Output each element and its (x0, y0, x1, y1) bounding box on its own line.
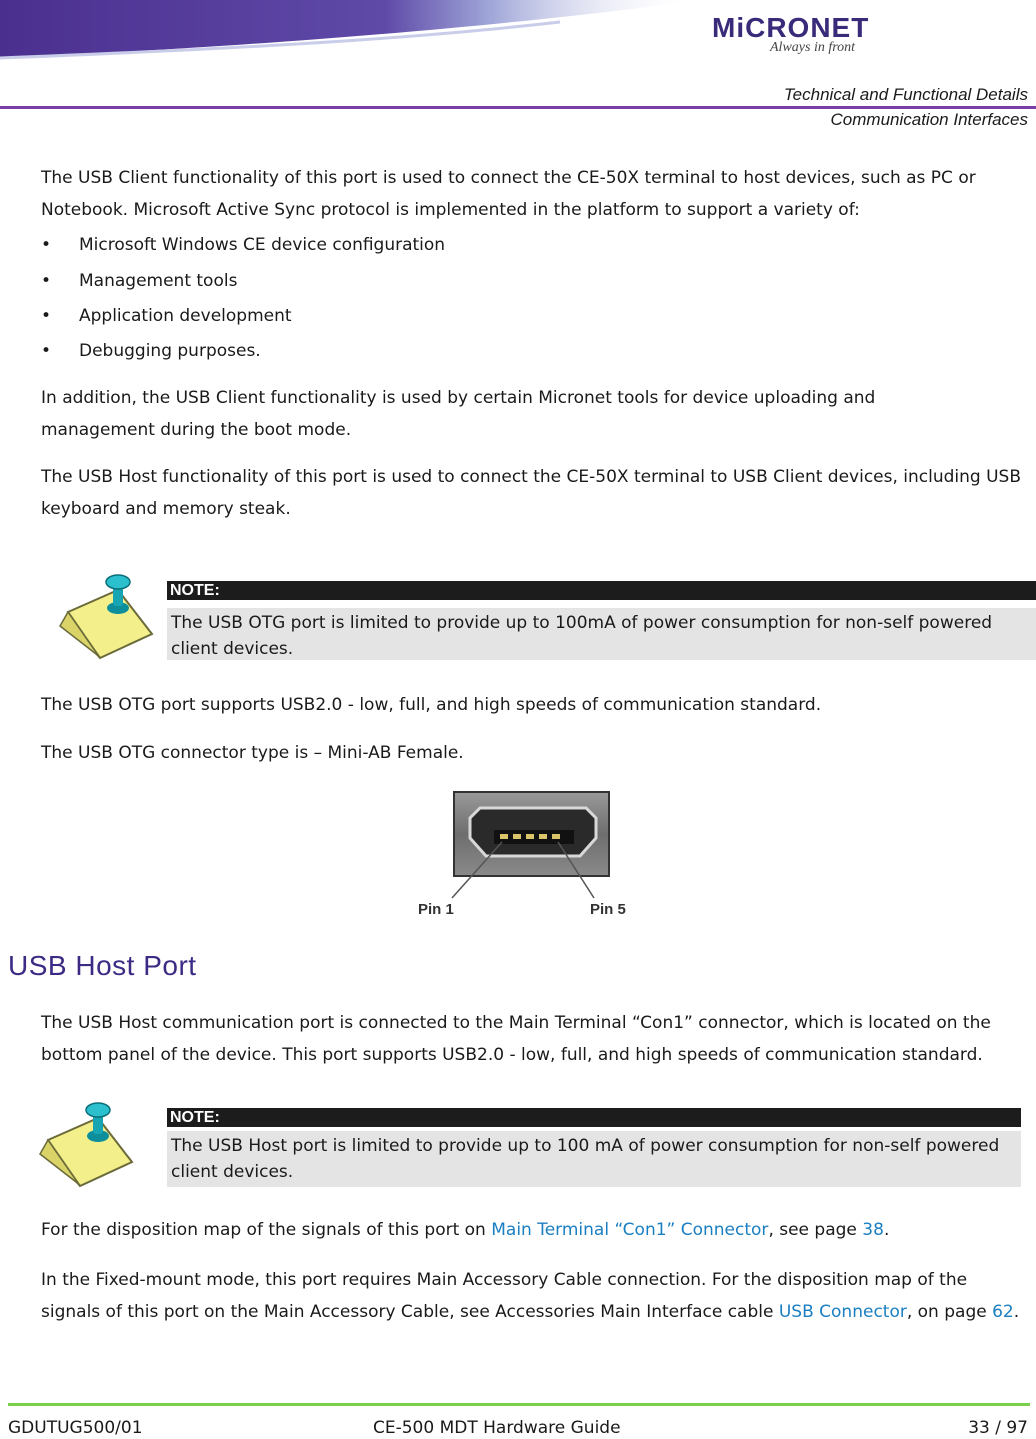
logo-wordmark: MiCRONET (712, 12, 870, 43)
footer-doc-id: GDUTUG500/01 (8, 1418, 143, 1438)
paragraph-boot-mode: In addition, the USB Client functionality is used by certain Micronet tools for device uploading and management during the boot mode. (41, 388, 876, 440)
page-62-link[interactable]: 62 (992, 1302, 1014, 1322)
paragraph-disposition-map: For the disposition map of the signals of this port on Main Terminal “Con1” Connector, see page 38. (41, 1220, 890, 1240)
paragraph-usb-host-port: The USB Host communication port is connected to the Main Terminal “Con1” connector, which is located on the bottom panel of the device. This port supports USB2.0 - low, full, and high speeds of communication standard. (41, 1013, 991, 1065)
paragraph-usb-host-function: The USB Host functionality of this port is used to connect the CE-50X terminal to USB Client devices, including USB keyboard and memory steak. (41, 467, 1022, 519)
section-heading: USB Host Port (8, 950, 197, 981)
bullet-icon: • (41, 235, 52, 255)
footer-page-number: 33 / 97 (968, 1418, 1028, 1438)
usb-connector-link[interactable]: USB Connector (778, 1302, 907, 1322)
header-section-title: Technical and Functional Details (783, 85, 1028, 104)
mini-ab-connector-figure (410, 790, 640, 920)
note-text: The USB Host port is limited to provide up to 100 mA of power consumption for non-self powered client devices. (167, 1131, 1021, 1187)
footer-doc-title: CE-500 MDT Hardware Guide (373, 1418, 621, 1438)
main-terminal-con1-link[interactable]: Main Terminal “Con1” Connector (491, 1220, 769, 1240)
note-pin-icon (56, 572, 160, 660)
note-label: NOTE: (167, 1108, 1021, 1127)
pin1-label: Pin 1 (418, 901, 454, 918)
note-pin-icon (36, 1100, 140, 1188)
page-38-link[interactable]: 38 (862, 1220, 884, 1240)
bullet-icon: • (41, 341, 52, 361)
pin5-label: Pin 5 (590, 901, 626, 918)
header-subsection-title: Communication Interfaces (830, 110, 1028, 129)
paragraph-otg-speeds: The USB OTG port supports USB2.0 - low, full, and high speeds of communication standard. (41, 695, 822, 715)
paragraph-fixed-mount: In the Fixed-mount mode, this port requires Main Accessory Cable connection. For the disposition map of the signals of this port on the Main Accessory Cable, see Accessories Main Interface cable USB Connector, on page 62. (41, 1270, 1020, 1322)
bullet-icon: • (41, 271, 52, 291)
header-rule (0, 106, 1036, 109)
logo-tagline: Always in front (770, 40, 856, 55)
paragraph-otg-connector: The USB OTG connector type is – Mini-AB Female. (41, 743, 464, 763)
paragraph-usb-client: The USB Client functionality of this port is used to connect the CE-50X terminal to host devices, such as PC or Notebook. Microsoft Active Sync protocol is implemented in the platform to support a variety of: (41, 168, 976, 220)
micronet-logo (712, 14, 912, 56)
note-text: The USB OTG port is limited to provide up to 100mA of power consumption for non-self powered client devices. (167, 608, 1036, 660)
note-label: NOTE: (167, 581, 1036, 600)
footer-rule (8, 1403, 1030, 1406)
bullet-icon: • (41, 306, 52, 326)
